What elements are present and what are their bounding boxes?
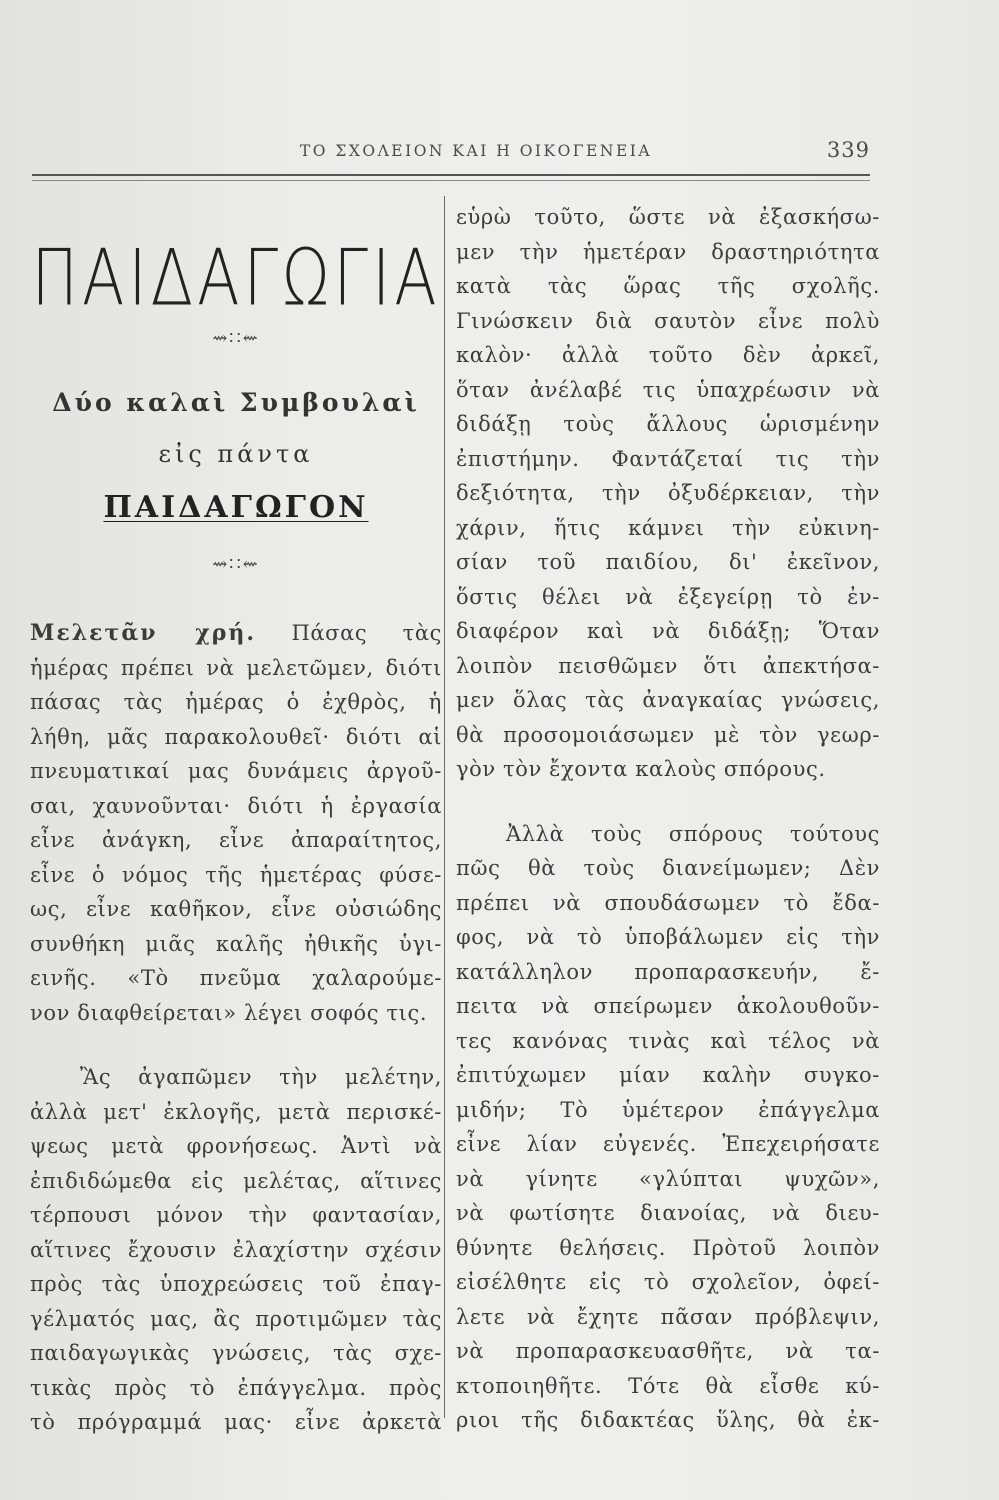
text-line: σαι, χαυνοῦνται· διότι ἡ ἐργασία	[30, 793, 442, 818]
text-line: καλὸν· ἀλλὰ τοῦτο δὲν ἀρκεῖ,	[456, 343, 880, 367]
text-line: θύνητε θελήσεις. Πρὸτοῦ λοιπὸν	[456, 1235, 880, 1260]
text-line: λήθη, μᾶς παρακολουθεῖ· διότι αἱ	[30, 724, 442, 749]
text-line: παιδαγωγικὰς γνώσεις, τὰς σχε-	[30, 1341, 442, 1365]
left-body-text	[30, 616, 442, 1440]
text-line: γέλματός μας, ἂς προτιμῶμεν τὰς	[30, 1306, 442, 1331]
text-line: νὰ γίνητε «γλύπται ψυχῶν»,	[456, 1166, 880, 1191]
text-line: πάσας τὰς ἡμέρας ὁ ἐχθρὸς, ἡ	[30, 690, 442, 714]
text-line: νον διαφθείρεται» λέγει σοφός τις.	[30, 1000, 428, 1025]
text-line: τὸ πρόγραμμά μας· εἶνε ἀρκετὰ	[30, 1410, 442, 1434]
text-line: κτοποιηθῆτε. Τότε θὰ εἶσθε κύ-	[456, 1373, 880, 1398]
ornament-divider: ⇝∷⇜	[212, 554, 260, 575]
text-line: νὰ φωτίσητε διανοίας, νὰ διευ-	[456, 1201, 880, 1225]
text-line: εἰσέλθητε εἰς τὸ σχολεῖον, ὀφεί-	[456, 1270, 880, 1294]
text-line: πνευματικαί μας δυνάμεις ἀργοῦ-	[30, 759, 442, 783]
text-line: χάριν, ἥτις κάμνει τὴν εὐκινη-	[456, 515, 880, 540]
article-subtitle: εἰς πάντα	[158, 440, 314, 468]
article-title: ΠΑΙΔΑΓΩΓΙΑ	[31, 232, 441, 324]
header-rule	[32, 174, 870, 176]
running-header	[36, 138, 870, 172]
text-line: Ἀλλὰ τοὺς σπόρους τούτους	[506, 821, 880, 846]
text-line: ἐπιστήμην. Φαντάζεταί τις τὴν	[456, 446, 880, 471]
text-line: ψεως μετὰ φρονήσεως. Ἀντὶ νὰ	[30, 1134, 442, 1158]
text-line: ὅταν ἀνέλαβέ τις ὑπαχρέωσιν νὰ	[456, 377, 880, 402]
text-line: τέρπουσι μόνον τὴν φαντασίαν,	[30, 1203, 442, 1227]
text-line: γὸν τὸν ἔχοντα καλοὺς σπόρους.	[456, 757, 826, 781]
text-line	[30, 616, 442, 651]
text-line: σίαν τοῦ παιδίου, δι' ἐκεῖνον,	[456, 550, 880, 574]
text-line: διαφέρον καὶ νὰ διδάξῃ; Ὅταν	[456, 619, 880, 643]
text-line: δεξιότητα, τὴν ὀξυδέρκειαν, τὴν	[456, 481, 880, 505]
text-line: πρέπει νὰ σπουδάσωμεν τὸ ἔδα-	[456, 890, 880, 915]
lead-rest: Πάσας τὰς	[291, 621, 442, 645]
text-line: εἶνε ὁ νόμος τῆς ἡμετέρας φύσε-	[30, 862, 442, 887]
column-divider	[444, 196, 445, 1418]
text-line: αἵτινες ἔχουσιν ἐλαχίστην σχέσιν	[30, 1237, 442, 1262]
right-body-text	[456, 200, 880, 1438]
text-line: πρὸς τὰς ὑποχρεώσεις τοῦ ἐπαγ-	[30, 1272, 442, 1296]
text-line: τικὰς πρὸς τὸ ἐπάγγελμα. πρὸς	[30, 1375, 442, 1400]
text-line: λοιπὸν πεισθῶμεν ὅτι ἀπεκτήσα-	[456, 653, 880, 678]
page-number: 339	[826, 138, 870, 162]
text-line: ἀλλὰ μετ' ἐκλογῆς, μετὰ περισκέ-	[30, 1099, 442, 1124]
header-rule-thin	[32, 180, 870, 181]
text-line: ριοι τῆς διδακτέας ὕλης, θὰ ἐκ-	[456, 1408, 880, 1432]
article-subtitle-emphasis: ΠΑΙΔΑΓΩΓΟΝ	[103, 490, 369, 525]
text-line: κατὰ τὰς ὥρας τῆς σχολῆς.	[456, 274, 880, 298]
article-subtitle: Δύο καλαὶ Συμβουλαὶ	[52, 388, 420, 417]
text-line: διδάξῃ τοὺς ἄλλους ὡρισμένην	[456, 412, 880, 436]
text-line: εἶνε λίαν εὐγενές. Ἐπεχειρήσατε	[456, 1132, 880, 1156]
text-line: εινῆς. «Τὸ πνεῦμα χαλαρούμε-	[30, 966, 442, 990]
text-line: θὰ προσομοιάσωμεν μὲ τὸν γεωρ-	[456, 722, 880, 747]
text-line: εὑρὼ τοῦτο, ὥστε νὰ ἐξασκήσω-	[456, 205, 880, 229]
text-line: τες κανόνας τινὰς καὶ τέλος νὰ	[456, 1028, 880, 1053]
text-line: εἶνε ἀνάγκη, εἶνε ἀπαραίτητος,	[30, 828, 442, 852]
text-line: ως, εἶνε καθῆκον, εἶνε οὐσιώδης	[30, 897, 442, 921]
running-title: ΤΟ ΣΧΟΛΕΙΟΝ ΚΑΙ Η ΟΙΚΟΓΕΝΕΙΑ	[299, 142, 653, 160]
text-line: μεν τὴν ἡμετέραν δραστηριότητα	[456, 239, 880, 264]
text-line: μιδήν; Τὸ ὑμέτερον ἐπάγγελμα	[456, 1097, 880, 1122]
text-line: πῶς θὰ τοὺς διανείμωμεν; Δὲν	[456, 856, 880, 880]
text-line: ἡμέρας πρέπει νὰ μελετῶμεν, διότι	[30, 655, 442, 680]
text-line: συνθήκη μιᾶς καλῆς ἠθικῆς ὑγι-	[30, 931, 442, 956]
text-line: Ἂς ἀγαπῶμεν τὴν μελέτην,	[80, 1065, 442, 1089]
lead-phrase: Μελετᾶν χρή.	[30, 620, 257, 646]
text-line: ἐπιτύχωμεν μίαν καλὴν συγκο-	[456, 1063, 880, 1087]
text-line: ὅστις θέλει νὰ ἐξεγείρῃ τὸ ἐν-	[456, 584, 880, 609]
text-line: πειτα νὰ σπείρωμεν ἀκολουθοῦν-	[456, 994, 880, 1018]
text-line: φος, νὰ τὸ ὑποβάλωμεν εἰς τὴν	[456, 925, 880, 949]
text-line: λετε νὰ ἔχητε πᾶσαν πρόβλεψιν,	[456, 1304, 880, 1329]
text-line: Γινώσκειν διὰ σαυτὸν εἶνε πολὺ	[456, 308, 880, 333]
ornament-divider: ⇝∷⇜	[212, 328, 260, 349]
text-line: ἐπιδιδώμεθα εἰς μελέτας, αἵτινες	[30, 1168, 442, 1193]
text-line: νὰ προπαρασκευασθῆτε, νὰ τα-	[456, 1339, 880, 1363]
text-line: μεν ὅλας τὰς ἀναγκαίας γνώσεις,	[456, 688, 880, 712]
text-line: κατάλληλον προπαρασκευήν, ἔ-	[456, 959, 880, 984]
